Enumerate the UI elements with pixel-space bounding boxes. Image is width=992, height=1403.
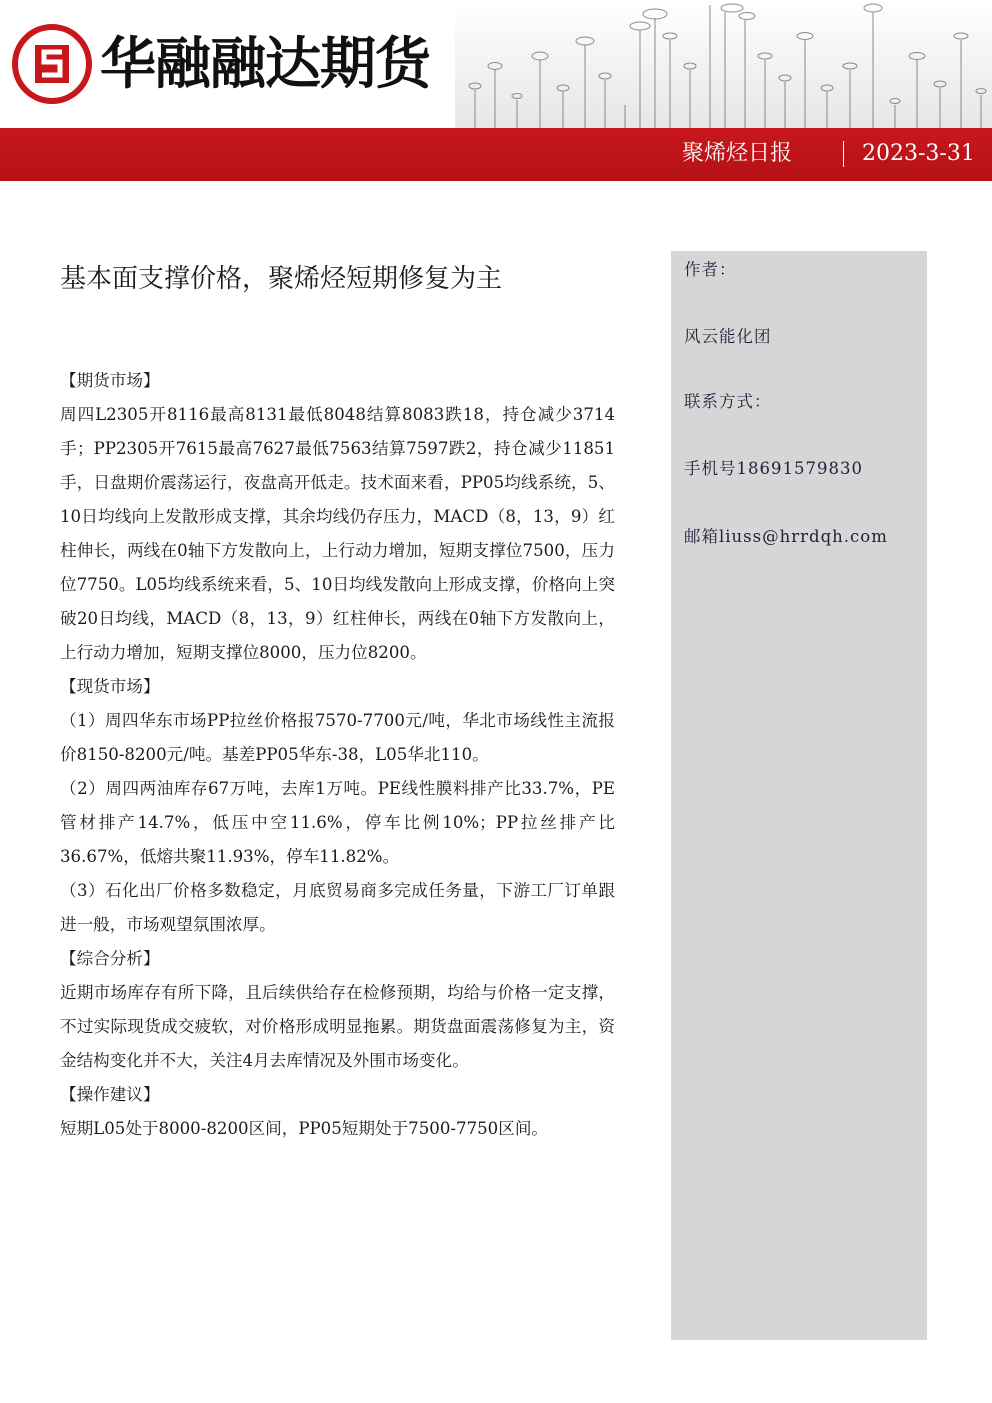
contact-label: 联系方式：	[684, 392, 772, 411]
paragraph-spot-1: （1）周四华东市场PP拉丝价格报7570-7700元/吨，华北市场线性主流报价8150-8200元/吨。基差PP05华东-38，L05华北110。	[60, 711, 615, 764]
article-title: 基本面支撑价格，聚烯烃短期修复为主	[60, 264, 503, 294]
paragraph-spot-2: （2）周四两油库存67万吨，去库1万吨。PE线性膜料排产比33.7%，PE管材排产14.7%，低压中空11.6%，停车比例10%；PP拉丝排产比36.67%，低熔共聚11.93%，停车11.82%。	[60, 779, 615, 866]
section-heading-spot: 【现货市场】	[60, 677, 160, 696]
report-name: 聚烯烃日报	[682, 141, 793, 166]
paragraph-spot-3: （3）石化出厂价格多数稳定，月底贸易商多完成任务量，下游工厂订单跟进一般，市场观望氛围浓厚。	[60, 881, 615, 934]
paragraph-advice: 短期L05处于8000-8200区间，PP05短期处于7500-7750区间。	[60, 1119, 549, 1138]
phone-number: 手机号18691579830	[684, 459, 863, 478]
section-heading-advice: 【操作建议】	[60, 1085, 160, 1104]
report-date: 2023-3-31	[862, 141, 975, 166]
paragraph-futures: 周四L2305开8116最高8131最低8048结算8083跌18，持仓减少3714手；PP2305开7615最高7627最低7563结算7597跌2，持仓减少11851手，日盘期价震荡运行，夜盘高开低走。技术面来看，PP05均线系统，5、10日均线向上发散形成支撑，其余均线仍存压力，MACD（8，13，9）红柱伸长，两线在0轴下方发散向上，上行动力增加，短期支撑位7500，压力位7750。L05均线系统来看，5、10日均线发散向上形成支撑，价格向上突破20日均线，MACD（8，13，9）红柱伸长，两线在0轴下方发散向上，上行动力增加，短期支撑位8000，压力位8200。	[60, 405, 615, 662]
article-body	[60, 364, 615, 1146]
company-logo-icon	[12, 24, 92, 104]
author-label: 作者：	[684, 260, 737, 279]
banner-divider	[843, 141, 844, 167]
email-address: 邮箱liuss@hrrdqh.com	[684, 527, 888, 546]
header-decoration	[455, 0, 992, 128]
paragraph-analysis: 近期市场库存有所下降，且后续供给存在检修预期，均给与价格一定支撑，不过实际现货成交疲软，对价格形成明显拖累。期货盘面震荡修复为主，资金结构变化并不大，关注4月去库情况及外围市场变化。	[60, 983, 615, 1070]
section-heading-futures: 【期货市场】	[60, 371, 160, 390]
author-name: 风云能化团	[684, 327, 772, 346]
section-heading-analysis: 【综合分析】	[60, 949, 160, 968]
company-name: 华融融达期货	[100, 32, 430, 97]
